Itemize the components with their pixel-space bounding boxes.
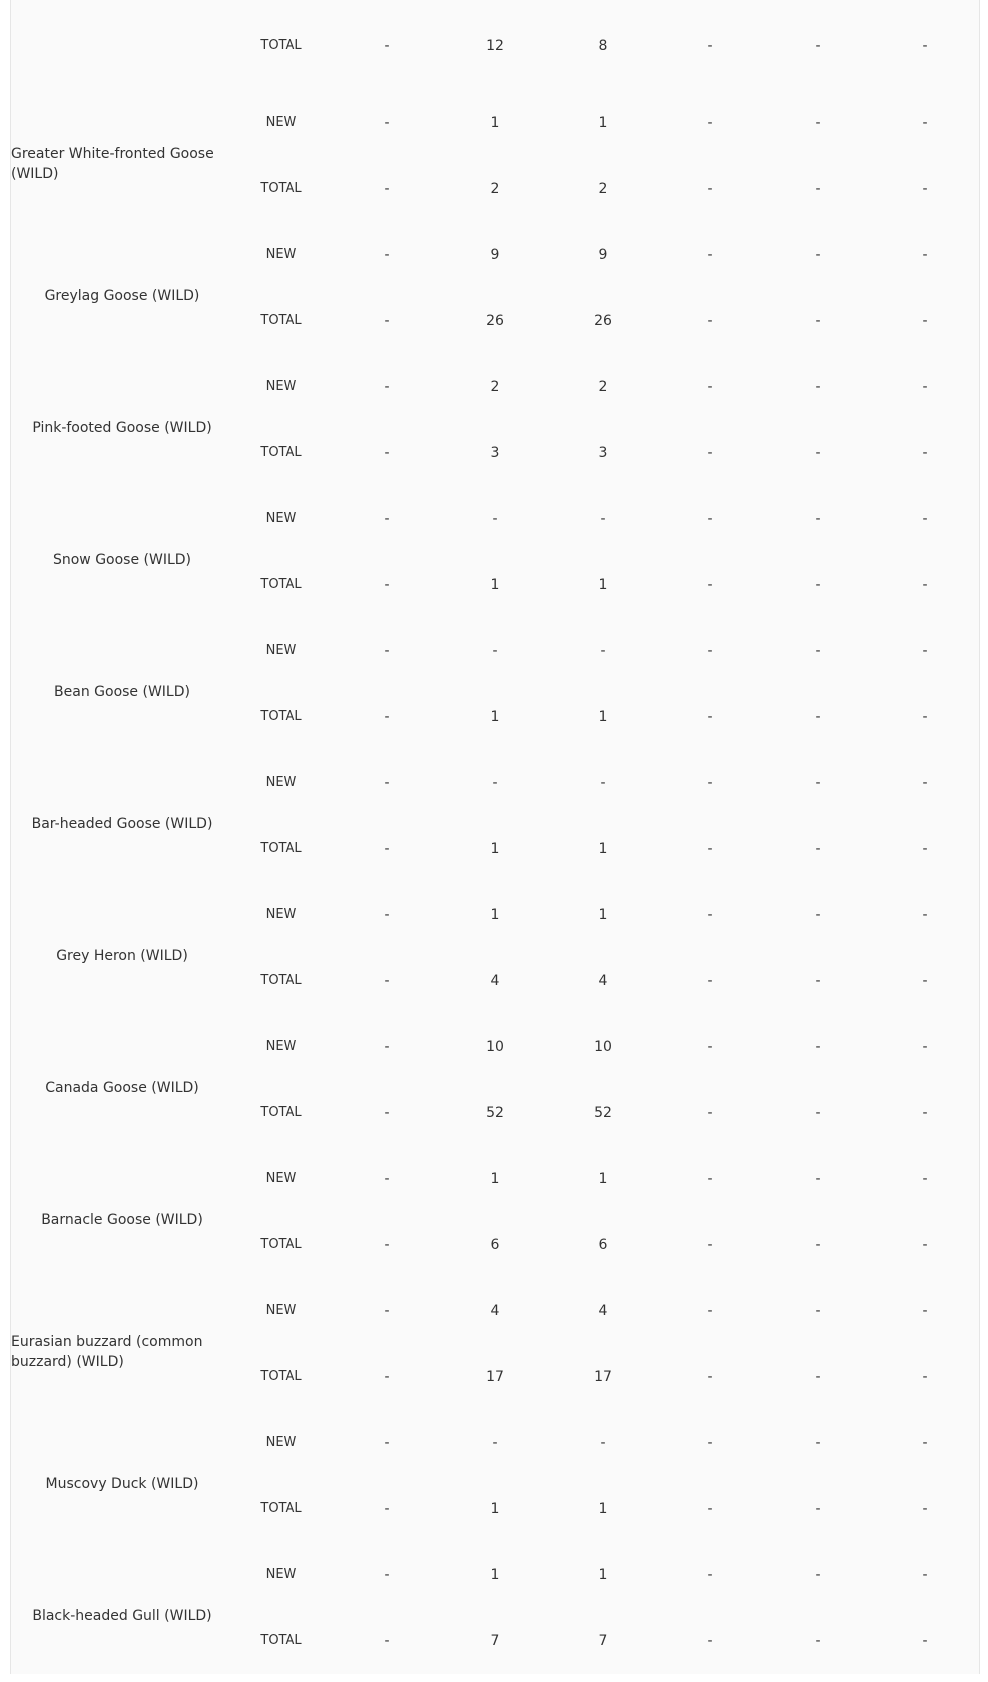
table-cell: - (384, 445, 390, 461)
table-row-total (11, 1499, 981, 1519)
table-cell: - (707, 38, 713, 54)
table-cell: - (815, 1105, 821, 1121)
table-row-new (11, 1301, 981, 1321)
table-cell: 2 (598, 379, 608, 395)
table-row-new (11, 1169, 981, 1189)
row-type-label: NEW (265, 643, 297, 658)
table-cell: - (707, 445, 713, 461)
table-row-total (11, 443, 981, 463)
table-cell: - (922, 511, 928, 527)
table-cell: - (384, 379, 390, 395)
table-cell: 12 (486, 38, 504, 54)
table-cell: - (922, 1633, 928, 1649)
species-name: Muscovy Duck (WILD) (45, 1476, 199, 1492)
species-group-mallard (11, 0, 981, 66)
table-cell: - (815, 379, 821, 395)
table-cell: - (707, 511, 713, 527)
table-cell: - (384, 1171, 390, 1187)
table-cell: - (815, 907, 821, 923)
table-cell: - (922, 379, 928, 395)
table-cell: - (384, 38, 390, 54)
table-cell: 9 (598, 247, 608, 263)
row-type-label: TOTAL (260, 1633, 302, 1648)
table-cell: - (707, 1435, 713, 1451)
table-cell: - (815, 1633, 821, 1649)
species-name: Greater White-fronted Goose (WILD) (11, 146, 214, 182)
table-cell: 1 (598, 1501, 608, 1517)
table-cell: 4 (598, 1303, 608, 1319)
table-cell: - (707, 1501, 713, 1517)
table-cell: - (384, 907, 390, 923)
table-row-total (11, 575, 981, 595)
table-cell: - (815, 1435, 821, 1451)
table-cell: - (600, 1435, 606, 1451)
table-cell: - (922, 1303, 928, 1319)
table-cell: - (384, 511, 390, 527)
species-group (11, 758, 981, 890)
table-cell: 8 (598, 38, 608, 54)
row-type-label: NEW (265, 1303, 297, 1318)
table-cell: - (707, 1171, 713, 1187)
table-row-total (11, 1235, 981, 1255)
table-cell: - (384, 313, 390, 329)
table-cell: 1 (490, 907, 500, 923)
row-type-label: NEW (265, 1171, 297, 1186)
row-type-label: NEW (265, 115, 297, 130)
table-cell: - (922, 577, 928, 593)
species-table (10, 0, 980, 1674)
table-cell: - (384, 1501, 390, 1517)
table-row-total (11, 36, 981, 56)
species-group (11, 98, 981, 230)
table-cell: 1 (490, 115, 500, 131)
table-row-new (11, 113, 981, 133)
table-cell: - (815, 445, 821, 461)
row-type-label: TOTAL (260, 38, 302, 53)
table-cell: - (707, 775, 713, 791)
species-group (11, 890, 981, 1022)
table-cell: - (384, 247, 390, 263)
table-cell: - (384, 973, 390, 989)
row-type-label: NEW (265, 775, 297, 790)
table-cell: - (815, 181, 821, 197)
table-cell: - (815, 511, 821, 527)
table-cell: - (384, 181, 390, 197)
row-type-label: NEW (265, 1435, 297, 1450)
table-cell: - (815, 1171, 821, 1187)
table-row-total (11, 1631, 981, 1651)
table-cell: - (922, 1567, 928, 1583)
table-cell: 2 (490, 181, 500, 197)
table-cell: - (707, 1105, 713, 1121)
table-cell: - (815, 1237, 821, 1253)
table-cell: - (384, 643, 390, 659)
species-group (11, 494, 981, 626)
table-cell: - (922, 1105, 928, 1121)
table-cell: - (707, 1567, 713, 1583)
row-type-label: TOTAL (260, 1105, 302, 1120)
row-type-label: TOTAL (260, 1501, 302, 1516)
row-type-label: TOTAL (260, 181, 302, 196)
species-group (11, 626, 981, 758)
table-cell: - (707, 115, 713, 131)
table-cell: 4 (490, 1303, 500, 1319)
table-cell: 1 (490, 1501, 500, 1517)
table-cell: 9 (490, 247, 500, 263)
row-type-label: TOTAL (260, 445, 302, 460)
table-cell: - (707, 1303, 713, 1319)
table-cell: - (922, 181, 928, 197)
table-cell: - (492, 775, 498, 791)
table-cell: - (922, 775, 928, 791)
table-cell: - (815, 709, 821, 725)
table-cell: - (384, 577, 390, 593)
table-row-total (11, 179, 981, 199)
row-type-label: NEW (265, 511, 297, 526)
table-row-total (11, 839, 981, 859)
table-cell: - (492, 643, 498, 659)
table-cell: - (922, 247, 928, 263)
table-cell: 10 (594, 1039, 612, 1055)
row-type-label: TOTAL (260, 841, 302, 856)
table-row-total (11, 971, 981, 991)
table-cell: 2 (598, 181, 608, 197)
table-cell: - (922, 1039, 928, 1055)
table-cell: 10 (486, 1039, 504, 1055)
table-row-new (11, 509, 981, 529)
row-type-label: NEW (265, 379, 297, 394)
table-cell: - (600, 643, 606, 659)
table-cell: - (922, 445, 928, 461)
table-cell: 1 (490, 1567, 500, 1583)
table-cell: 52 (594, 1105, 612, 1121)
table-cell: - (922, 1369, 928, 1385)
table-cell: - (707, 643, 713, 659)
table-row-new (11, 905, 981, 925)
table-cell: 1 (598, 907, 608, 923)
table-cell: - (600, 775, 606, 791)
table-cell: - (384, 1369, 390, 1385)
table-cell: - (922, 313, 928, 329)
table-cell: - (922, 115, 928, 131)
table-cell: - (815, 1303, 821, 1319)
row-type-label: NEW (265, 247, 297, 262)
table-cell: - (922, 907, 928, 923)
table-cell: - (384, 1567, 390, 1583)
table-row-new (11, 773, 981, 793)
table-cell: - (384, 841, 390, 857)
table-cell: - (707, 973, 713, 989)
table-cell: - (384, 115, 390, 131)
table-cell: - (384, 1039, 390, 1055)
table-row-new (11, 377, 981, 397)
table-cell: - (707, 709, 713, 725)
table-cell: - (707, 181, 713, 197)
table-cell: 7 (598, 1633, 608, 1649)
species-group (11, 1550, 981, 1682)
species-name: Bean Goose (WILD) (54, 684, 190, 700)
table-row-total (11, 311, 981, 331)
species-name: Barnacle Goose (WILD) (41, 1212, 203, 1228)
species-name: Canada Goose (WILD) (45, 1080, 199, 1096)
table-cell: - (707, 1237, 713, 1253)
table-cell: 3 (490, 445, 500, 461)
table-cell: - (707, 907, 713, 923)
table-row-new (11, 245, 981, 265)
table-cell: 6 (598, 1237, 608, 1253)
species-group (11, 1286, 981, 1418)
table-cell: - (815, 577, 821, 593)
table-cell: - (384, 1237, 390, 1253)
table-cell: - (815, 1369, 821, 1385)
table-cell: - (815, 38, 821, 54)
table-cell: 1 (490, 841, 500, 857)
table-cell: - (707, 247, 713, 263)
row-type-label: TOTAL (260, 1237, 302, 1252)
table-cell: - (384, 1633, 390, 1649)
table-row-new (11, 1037, 981, 1057)
species-group (11, 1022, 981, 1154)
table-cell: - (922, 709, 928, 725)
table-row-new (11, 1565, 981, 1585)
table-cell: 4 (490, 973, 500, 989)
table-cell: 1 (598, 115, 608, 131)
table-cell: 1 (490, 577, 500, 593)
table-cell: - (815, 115, 821, 131)
table-cell: 4 (598, 973, 608, 989)
table-cell: - (707, 1369, 713, 1385)
species-name: Grey Heron (WILD) (56, 948, 188, 964)
table-cell: - (815, 1501, 821, 1517)
row-type-label: TOTAL (260, 313, 302, 328)
table-cell: 26 (486, 313, 504, 329)
species-group (11, 1418, 981, 1550)
species-name: Black-headed Gull (WILD) (32, 1608, 212, 1624)
table-cell: - (384, 1435, 390, 1451)
table-cell: - (384, 709, 390, 725)
table-cell: - (707, 1633, 713, 1649)
table-cell: 1 (598, 1171, 608, 1187)
species-group (11, 1154, 981, 1286)
table-cell: - (384, 775, 390, 791)
table-cell: 6 (490, 1237, 500, 1253)
row-type-label: NEW (265, 907, 297, 922)
table-cell: 17 (594, 1369, 612, 1385)
table-cell: - (384, 1303, 390, 1319)
table-cell: 1 (598, 577, 608, 593)
row-type-label: TOTAL (260, 1369, 302, 1384)
table-cell: - (815, 775, 821, 791)
table-cell: 3 (598, 445, 608, 461)
table-cell: - (815, 1567, 821, 1583)
table-cell: 52 (486, 1105, 504, 1121)
table-cell: 26 (594, 313, 612, 329)
table-row-total (11, 707, 981, 727)
table-cell: - (815, 313, 821, 329)
table-cell: - (922, 643, 928, 659)
row-type-label: NEW (265, 1039, 297, 1054)
table-cell: 1 (598, 709, 608, 725)
table-cell: 17 (486, 1369, 504, 1385)
table-cell: - (384, 1105, 390, 1121)
table-cell: 1 (598, 841, 608, 857)
species-name: Bar-headed Goose (WILD) (31, 816, 213, 832)
table-row-total (11, 1103, 981, 1123)
table-cell: - (922, 1435, 928, 1451)
species-group (11, 230, 981, 362)
table-cell: - (815, 1039, 821, 1055)
table-cell: - (922, 1501, 928, 1517)
species-name: Snow Goose (WILD) (52, 552, 192, 568)
table-cell: - (492, 511, 498, 527)
row-type-label: NEW (265, 1567, 297, 1582)
row-type-label: TOTAL (260, 577, 302, 592)
table-cell: - (815, 841, 821, 857)
table-cell: - (707, 313, 713, 329)
table-row-new (11, 1433, 981, 1453)
table-cell: - (922, 38, 928, 54)
table-cell: - (922, 1237, 928, 1253)
table-cell: 1 (490, 709, 500, 725)
table-cell: - (815, 973, 821, 989)
table-cell: - (922, 841, 928, 857)
table-cell: 2 (490, 379, 500, 395)
table-row-total (11, 1367, 981, 1387)
table-cell: - (815, 643, 821, 659)
table-cell: - (707, 577, 713, 593)
row-type-label: TOTAL (260, 709, 302, 724)
table-cell: - (707, 1039, 713, 1055)
table-cell: - (707, 379, 713, 395)
table-cell: - (922, 1171, 928, 1187)
species-group (11, 362, 981, 494)
table-cell: 1 (490, 1171, 500, 1187)
species-name: Greylag Goose (WILD) (44, 288, 200, 304)
table-cell: - (707, 841, 713, 857)
table-cell: - (922, 973, 928, 989)
table-row-new (11, 641, 981, 661)
table-cell: 7 (490, 1633, 500, 1649)
table-cell: - (600, 511, 606, 527)
species-name: Eurasian buzzard (common buzzard) (WILD) (11, 1334, 203, 1370)
row-type-label: TOTAL (260, 973, 302, 988)
species-name: Pink-footed Goose (WILD) (32, 420, 212, 436)
table-cell: - (492, 1435, 498, 1451)
table-cell: 1 (598, 1567, 608, 1583)
table-cell: - (815, 247, 821, 263)
